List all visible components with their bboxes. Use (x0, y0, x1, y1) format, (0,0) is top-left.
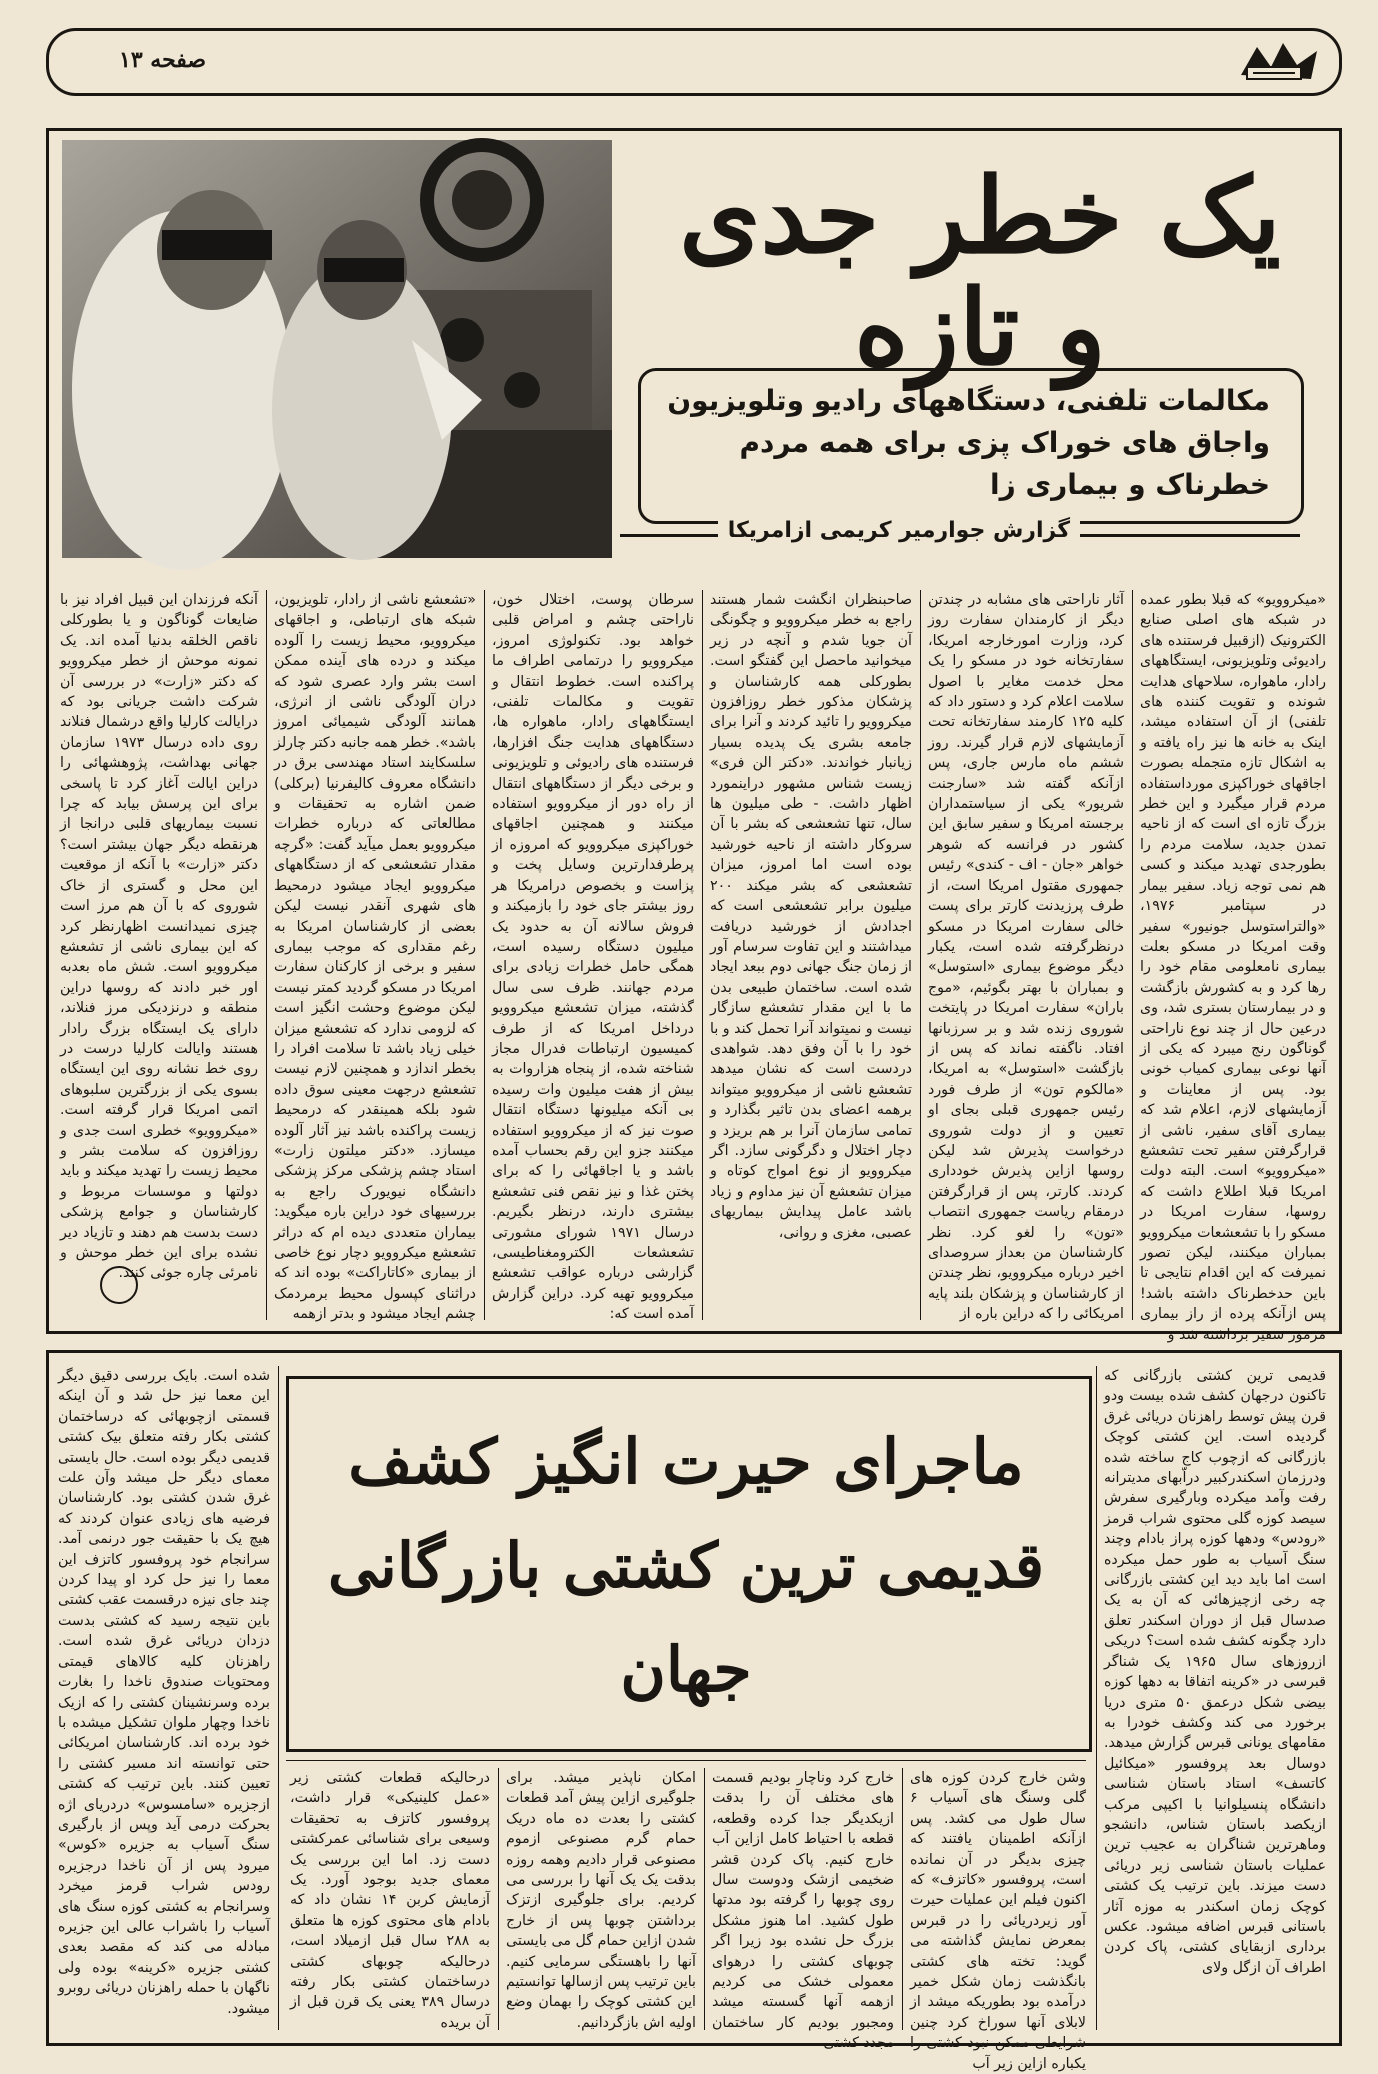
masthead (46, 28, 1342, 96)
article2-column-3: خارج کرد وناچار بودیم قسمت های مختلف آن را بدقت ازیکدیگر جدا کرده وقطعه، قطعه با احتیاط کامل ازاین آب خارج کنیم. پاک کردن قشر ضخیمی ازشک ودوست سال روی چوبها را گرفته بود مدتها طول کشید. اما هنوز مشکل بزرگ حل نشده بود زیرا اگر چوبهای کشتی را درهوای معمولی خشک می کردیم ازهمه آنها گسسته میشد ومجبور بودیم کار ساختمان مجدد کشتی (712, 1770, 894, 2052)
lab-workers-photo (62, 140, 612, 558)
subheadline: مکالمات تلفنی، دستگاههای رادیو وتلویزیون واجاق های خوراک پزی برای همه مردم خطرناک و بیماری زا (667, 384, 1270, 501)
headline-microwave: یک خطر جدی و تازه (679, 154, 1281, 389)
column-divider (902, 1768, 903, 2030)
article1-column-1: «میکروویو» که قبلا بطور عمده در شبکه های اصلی صنایع الکترونیک (ازقبیل فرستنده های رادیوئی وتلویزیونی، ایستگاههای رادار، ماهواره، سلاحهای هدایت شونده و تقویت کننده های تلفنی) از آن استفاده میشد، اینک به خانه ها نیز راه یافته و به اشکال تازه متجمله بصورت اجاقهای خوراکپزی مورداستفاده مردم قرار میگیرد و این خطر بزرگ تازه ای است که از ناحیه تمدن جدید، سلامت مردم را بطورجدی تهدید میکند و کسی هم نمی توجه زیاد. سفیر بیمار در سپتامبر ۱۹۷۶، «والتراستوسل جونیور» سفیر وقت امریکا در مسکو بعلت بیماری نامعلومی مقام خود را رها کرد و به کشورش بازگشت و در بیمارستان بستری شد، وی درعین حال از چند نوع ناراحتی گوناگون رنج میبرد که یکی از آنها نوعی بیماری کمیاب خونی بود. پس از معاینات و آزمایشهای لازم، اعلام شد که بیماری آقای سفیر، ناشی از قرارگرفتن سفیر تحت تشعشع «میکروویو» است. البته دولت امریکا قبلا اطلاع داشت که روسها، سفارت امریکا در مسکو را با تشعشعات میکروویو بمباران میکنند، لیکن تصور نمیرفت که این اقدام نتایجی تا باین حدخطرناک داشته باشد! پس ازآنکه پرده از راز بیماری مرموز سفیر برداشته شد و (1140, 592, 1326, 1343)
article1-column-4: سرطان پوست، اختلال خون، ناراحتی چشم و امراض قلبی خواهد بود. تکنولوژی امروز، میکروویو را درتمامی اطراف ما پراکنده است. خطوط انتقال و تقویت و مکالمات تلفنی، ایستگاههای رادار، ماهواره ها، دستگاههای هدایت جنگ افزارها، فرستنده های رادیوئی و تلویزیونی و برخی دیگر از دستگاههای انتقال از راه دور از میکروویو استفاده میکنند و همچنین اجاقهای خوراکپزی میکروویو که امروزه از پرطرفدارترین وسایل پخت و پزاست و بخصوص درامریکا هر روز بیشتر جای خود را بازمیکند و فروش سالانه آن به حدود یک میلیون دستگاه رسیده است، همگی حامل خطرات زیادی برای مردم جهانند. ظرف سی سال گذشته، میزان تشعشع میکروویو درداخل امریکا که از طرف کمیسیون ارتباطات فدرال مجاز شناخته شده، از پنجاه هزاروات به بیش از هفت میلیون وات رسیده بی آنکه میلیونها دستگاه انتقال صوت نیز که از میکروویو استفاده میکنند جزو این رقم بحساب آمده باشد و یا اجاقهائی را که برای پختن غذا و نیز نقص فنی تشعشع بیشتری دارند، درنظر بگیریم. درسال ۱۹۷۱ شورای مشورتی تشعشعات الکترومغناطیسی، گزارشی درباره عواقب تشعشع میکروویو تهیه کرد. دراین گزارش آمده است که: (492, 592, 694, 1323)
end-mark-circle (100, 1266, 138, 1304)
newspaper-logo-icon (1237, 37, 1321, 85)
section-rule (286, 1760, 1086, 1761)
column-divider (702, 590, 703, 1320)
column-divider (1132, 590, 1133, 1320)
column-divider (484, 590, 485, 1320)
article2-column-4: امکان ناپذیر میشد. برای جلوگیری ازاین پیش آمد قطعات کشتی را بعدت ده ماه دریک حمام گرم مصنوعی ازموم مصنوعی قرار دادیم وهمه روزه بدقت یک یک آنها را بررسی می کردیم. برای جلوگیری ازتزک برداشتن چوبها پس از خارج شدن ازاین حمام گل می بایستی آنها را باهستگی سرمایی کنیم. باین ترتیب پس ازسالها توانستیم این کشتی کوچک را بهمان وضع اولیه اش بازگردانیم. (506, 1770, 696, 2031)
article2-column-5: درحالیکه قطعات کشتی زیر «عمل کلینیکی» قرار داشت، پروفسور کاتزف به تحقیقات وسیعی برای شناسائی عمرکشتی دست زد. اما این بررسی یک معمای جدید بوجود آورد. یک آزمایش کربن ۱۴ نشان داد که بادام های محتوی کوزه ها متعلق به ۲۸۸ سال قبل ازمیلاد است، درحالیکه چوبهای کشتی درساختمان کشتی بکار رفته درسال ۳۸۹ یعنی یک قرن قبل از آن بریده (290, 1770, 490, 2031)
article1-column-3: صاحبنظران انگشت شمار هستند راجع به خطر میکروویو و چگونگی آن جویا شدم و آنچه در زیر میخوانید ماحصل این گفتگو است. بطورکلی همه کارشناسان و پزشکان مذکور خطر روزافزون میکروویو را تائید کردند و آنرا برای جامعه بشری یک پدیده بسیار زیانبار خواندند. «دکتر الن فری» زیست شناس مشهور دراینمورد اظهار داشت. - طی میلیون ها سال، تنها تشعشعی که بشر با آن سروکار داشته از ناحیه خورشید بوده است اما امروز، میزان تشعشعی که بشر میکند ۲۰۰ میلیون برابر تشعشعی است که اجدادش از خورشید دریافت میداشتند و این تفاوت سرسام آور از زمان جنگ جهانی دوم ببعد ایجاد شده است. ساختمان طبیعی بدن ما با این مقدار تشعشع سازگار نیست و نمیتواند آنرا تحمل کند و با خود را با آن وفق دهد. شواهدی دردست است که نشان میدهد تشعشع ناشی از میکروویو میتواند برهمه اعضای بدن تاثیر بگذارد و تمامی سازمان آنرا بر هم بریزد و دچار اختلال و دگرگونی سازد. اگر میکروویو از نوع امواج کوتاه و میزان تشعشع آن نیز مداوم و زیاد باشد عامل پیدایش بیماریهای عصبی، مغزی و روانی، (710, 592, 912, 1241)
article2-column-1: قدیمی ترین کشتی بازرگانی که تاکنون درجهان کشف شده بیست ودو قرن پیش توسط راهزنان دریائی غرق گردیده است. این کشتی کوچک بازرگانی که ازچوب کاج ساخته شده ودرزمان اسکندرکبیر دراّبهای مدیترانه رفت وآمد میکرده وبارگیری سفرش سیصد کوزه گلی محتوی شراب قرمز «رودس» ودهها کوزه پراز بادام وچند سنگ آسیاب به طور حمل میکرده است اما باید دید این کشتی بازرگانی چه رخی ازچیزهائی که آن به یک صدسال قبل از دوران اسکندر تعلق دارد چگونه کشف شده است؟ دریکی ازروزهای سال ۱۹۶۵ یک شناگر قبرسی در «کرینه اتفاقا به دهها کوزه بیضی شکل درعمق ۵۰ متری دریا برخورد می کند وکشف خودرا به مقامهای یونانی قبرس گزارش میدهد. دوسال بعد پروفسور «میکائیل کاتسف» استاد باستان شناسی دانشگاه پنسیلوانیا با اکیپی مرکب ازیکصد باستان شناس، دانشجو وماهرترین شناگران به عجیب ترین عملیات باستان شناسی زیر دریائی دست میزند. باین ترتیب یک کشتی کوچک زمان اسکندر به موزه آثار باستانی قبرس اضافه میشود. عکس برداری ازبقایای کشتی، پاک کردن اطراف آن ازگل ولای (1104, 1368, 1326, 1976)
page-number: صفحه ۱۳ (119, 47, 207, 73)
headline-shipwreck: ماجرای حیرت انگیز کشف قدیمی ترین کشتی بازرگانی جهان (327, 1425, 1045, 1706)
article1-column-5: «تشعشع ناشی از رادار، تلویزیون، شبکه های ارتباطی، و اجاقهای میکروویو، محیط زیست را آلوده میکند و درده های آینده ممکن است بشر وارد عصری شود که دران آلودگی ناشی از انرژی، همانند آلودگی شیمیائی امروز باشد». خطر همه جانبه دکتر چارلز سلسکایند استاد مهندسی برق در دانشگاه معروف کالیفرنیا (برکلی) ضمن اشاره به تحقیقات و مطالعاتی که درباره خطرات میکروویو بعمل میآید گفت: «گرچه مقدار تشعشعی که از دستگاههای میکروویو ایجاد میشود درمحیط های شهری آنقدر نیست لیکن بعضی از کارشناسان امریکا به رغم مقداری که موجب بیماری سفیر و برخی از کارکنان سفارت امریکا در مسکو گردید کمتر نیست لیکن موضوع وحشت انگیز است که لزومی ندارد که تشعشع میزان خیلی زیاد باشد تا سلامت افراد را بخطر اندازد و همچنین لازم نیست تشعشع درجهت معینی سوق داده شود بلکه همینقدر که درمحیط زیست پراکنده باشد نیز آثار آلوده میسازد. «دکتر میلتون زارت» استاد چشم پزشکی مرکز پزشکی دانشگاه نیویورک راجع به بررسیهای خود دراین باره میگوید: بیماران متعددی دیده ام که دراثر تشعشع میکروویو دچار نوع خاصی از بیماری «کاتاراکت» بوده اند که دراثنای کپسول محیط برمردمک چشم ایجاد میشود و بدتر ازهمه (274, 592, 476, 1323)
byline (620, 518, 1300, 552)
column-divider (278, 1366, 279, 2030)
article-photo (62, 140, 612, 558)
article2-column-6: شده است. بایک بررسی دقیق دیگر این معما نیز حل شد و آن اینکه قسمتی ازچوبهائی که درساختمان کشتی بکار رفته متعلق بیک کشتی قدیمی دیگر بوده است. حال بایستی معمای دیگر حل میشد وآن علت غرق شدن کشتی بود. کارشناسان فرضیه های زیادی عنوان کردند که هیچ یک با حقیقت جور درنمی آمد. سرانجام خود پروفسور کاتزف این معما را نیز حل کرد او پیدا کردن چند جای نیزه درقسمت عقب کشتی باین نتیجه رسید که کشتی بدست دزدان دریائی غرق شده است. راهزنان کلیه کالاهای قیمتی ومحتویات صندوق ناخدا را بغارت برده وسرنشینان کشتی را که ازیک ناخدا وچهار ملوان تشکیل میشده با خود برده اند. کارشناسان امریکائی حتی توانسته اند مسیر کشتی را تعیین کنند. باین ترتیب که کشتی ازجزیره «سامسوس» دردریای اژه بحرکت درمی آید وپس از بارگیری سنگ آسیاب به جزیره «کوس» میرود پس از آن ناخدا درجزیره رودس شراب قرمز میخرد وسرانجام به کشتی کوزه سنگ های آسیاب را باشراب عالی این جزیره مبادله می کند که مقصد بعدی کشتی جزیره «کرینه» بوده ولی ناگهان با حمله راهزنان دریائی روبرو میشود. (58, 1368, 270, 2017)
article1-column-6: آنکه فرزندان این قبیل افراد نیز با ضایعات گوناگون و یا بطورکلی ناقص الخلقه بدنیا آمده اند. یک نمونه موحش از خطر میکروویو که دکتر «زارت» در بررسی آن شرکت داشت جریانی بود که درایالت کارلیا واقع درشمال فنلاند روی داده درسال ۱۹۷۳ سازمان جهانی بهداشت، پژوهشهائی را دراین ایالت آغاز کرد تا پاسخی برای این پرسش بیابد که چرا نسبت بیماریهای قلبی درانجا از هرنقطه دیگر جهان بیشتر است؟ دکتر «زارت» با آنکه از موقعیت این محل و گستری از خاک شوروی که با آن هم مرز است چیزی نمیدانست اظهارنظر کرد که این بیماری ناشی از تشعشع میکروویو است. شش ماه بعدبه اور خبر دادند که روسها دراین منطقه و درنزدیکی مرز فنلاند، دارای یک ایستگاه بزرگ رادار هستند وایالت کارلیا درست در روی خط نشانه روی این ایستگاه بسوی یکی از بزرگترین سلبوهای اتمی امریکا قرار گرفته است. «میکروویو» خطری است جدی و روزافزون که سلامت بشر و محیط زیست را تهدید میکند و باید دولتها و موسسات مربوط و کارشناسان و جوامع پزشکی دست بدست هم دهند و تازیاد دیر نشده برای این خطر موحش و نامرئی چاره جوئی کنند. (60, 592, 258, 1282)
byline-text: گزارش جوارمیر کریمی ازامریکا (718, 518, 1080, 543)
column-divider (266, 590, 267, 1320)
column-divider (920, 590, 921, 1320)
column-divider (498, 1768, 499, 2030)
column-divider (1096, 1366, 1097, 2030)
column-divider (704, 1768, 705, 2030)
article1-column-2: آثار ناراحتی های مشابه در چندتن دیگر از کارمندان سفارت روز کرد، وزارت امورخارجه امریکا، سفارتخانه خود در مسکو را یک محل خدمت مغایر با اصول سلامت اعلام کرد و دستور داد که کلیه ۱۲۵ کارمند سفارتخانه تحت آزمایشهای لازم قرار گیرند. روز ششم ماه مارس جاری، پس ازآنکه گفته شد «سارجنت شریور» یکی از سیاستمداران برجسته امریکا و سفیر سابق این کشور در فرانسه که شوهر خواهر «جان - اف - کندی» رئیس جمهوری مقتول امریکا است، از طرف پرزیدنت کارتر برای پست خالی سفارت امریکا در مسکو درنظرگرفته شده است، یکبار دیگر موضوع بیماری «استوسل» و بمباران با بهتر بگوئیم، «موج باران» سفارت امریکا در پایتخت شوروی زنده شد و بر سرزبانها افتاد. ناگفته نماند که پس از بازگشت «استوسل» به امریکا، «مالکوم تون» از طرف فورد رئیس جمهوری قبلی بجای او تعیین و از دولت شوروی درخواست پذیرش شد لیکن روسها ازاین پذیرش خودداری کردند. کارتر، پس از قرارگرفتن درمقام ریاست جمهوری انتصاب «تون» را لغو کرد. نظر کارشناسان من بعداز سروصدای اخیر درباره میکروویو، نظر چندتن از کارشناسان و پزشکان بلند پایه امریکائی را که دراین باره از (928, 592, 1124, 1323)
article2-column-2: وشن خارج کردن کوزه های گلی وسنگ های آسیاب ۶ سال طول می کشد. پس ازآنکه اطمینان یافتند که چیزی بدیگر در آن نمانده است، پروفسور «کاتزف» که اکنون فیلم این عملیات حیرت آور زیردریائی را در قبرس بمعرض نمایش گذاشته می گوید: تخته های کشتی بانگذشت زمان شکل خمیر درآمده بود بطوریکه میشد از لابلای آنها سوراخ کرد چنین شرایطی ممکن نبود کشتی را یکباره ازاین زیر آب (910, 1770, 1086, 2072)
